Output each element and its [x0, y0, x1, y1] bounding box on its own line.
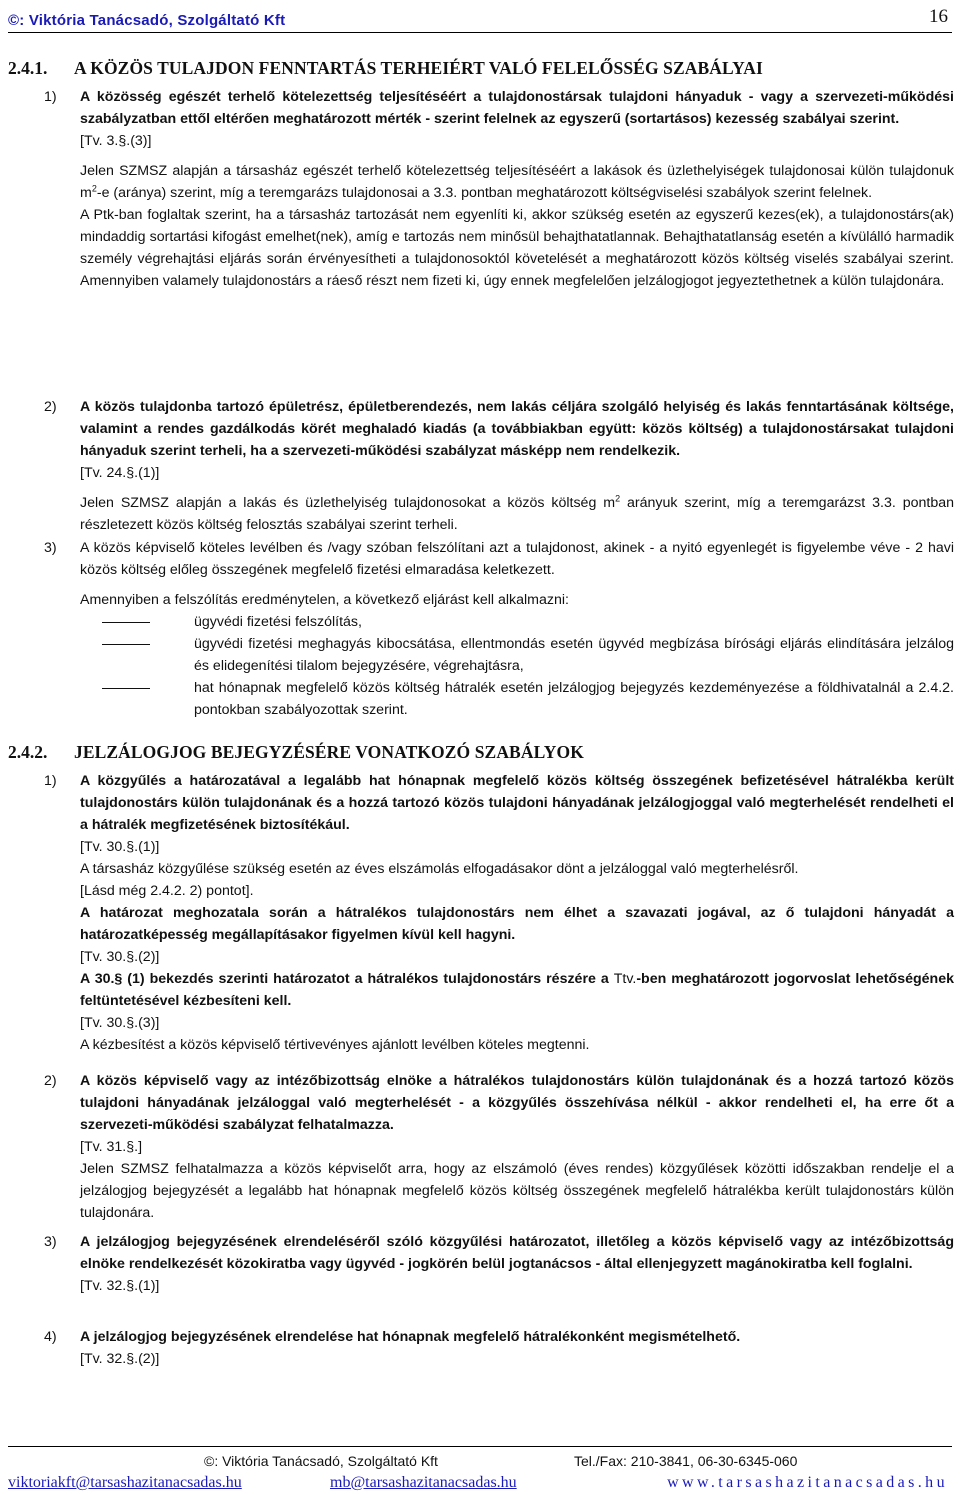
item-bold-text: A jelzálogjog bejegyzésének elrendeléséről szóló közgyűlési határozatot, illetőleg a közös képviselő vagy az intézőbizottság elnöke rendelkezését közokiratba vagy ügyvéd - jogkörén belül jogtanácsos - által ellenjegyzett magánokiratba kell foglalni.	[80, 1234, 954, 1272]
section2-item-2	[44, 1070, 954, 1224]
page-number: 16	[929, 6, 948, 27]
section1-item-2	[44, 396, 954, 536]
footer-website-link[interactable]: www.tarsashazitanacsadas.hu	[667, 1474, 948, 1491]
header-company: ©: Viktória Tanácsadó, Szolgáltató Kft	[8, 12, 286, 29]
law-reference: [Tv. 32.§.(2)]	[80, 1351, 160, 1367]
item-paragraph: Jelen SZMSZ alapján a társasház egészét terhelő kötelezettség teljesítéséért a lakások és üzlethelyiségek tulajdonosai külön tulajdonuk $m^2-e$ (aránya) szerint, míg a teremgarázs tulajdonosai a 3.3. pontban meghatározott költségviselési szabályok szerint felelnek.	[80, 163, 954, 201]
section-title: JELZÁLOGJOG BEJEGYZÉSÉRE VONATKOZÓ SZABÁLYOK	[74, 742, 584, 762]
item-paragraph: Jelen SZMSZ felhatalmazza a közös képviselőt arra, hogy az elszámoló (éves rendes) közgyűlések közötti időszakban rendelje el a jelzálogjog bejegyzését a legalább hat hónapnak megfelelő közös költség összegének megfelelő hátralékba került tulajdonostárs külön tulajdonára.	[80, 1161, 954, 1221]
item-bold-text: A közgyűlés a határozatával a legalább hat hónapnak megfelelő közös költség összegének befizetésével hátralékba került tulajdonostárs külön tulajdonának és a hozzá tartozó közös tulajdoni hányadának jelzálogjoggal való megterhelését rendelheti el a hátralék megfizetésének biztosítékául.	[80, 773, 954, 833]
law-reference: [Tv. 30.§.(2)]	[80, 949, 160, 965]
item-paragraph: A Ptk-ban foglaltak szerint, ha a társasház tartozását nem egyenlíti ki, akkor szükség esetén az egyszerű kezes(ek), a tulajdonostárs(ak) mindaddig sortartási kifogást emelhet(nek), amíg e tartozás nem minősül behajthatatlannak. Behajthatatlanság esetén a kívülálló harmadik személy végrehajtási eljárás során érvényesítheti a tulajdonosoktól követelését a meghatározott közös költség viselés szabályai szerint. Amennyiben valamely tulajdonostárs a ráeső részt nem fizeti ki, úgy ennek megfelelően jelzálogjogot jegyeztethetnek a külön tulajdonára.	[80, 207, 954, 289]
item-number: 2)	[44, 399, 57, 415]
section-heading-2-4-2	[8, 742, 584, 763]
dash-marker	[102, 622, 150, 623]
section-heading-2-4-1	[8, 58, 763, 79]
section2-item-4	[44, 1326, 954, 1370]
bullet-item: hat hónapnak megfelelő közös költség hátralék esetén jelzálogjog bejegyzés kezdeményezése a földhivatalnál a 2.4.2. pontokban szabályozottak szerint.	[80, 677, 954, 721]
item-paragraph: A kézbesítést a közös képviselő tértivevényes ajánlott levélben köteles megtenni.	[80, 1037, 590, 1053]
law-reference: [Tv. 24.§.(1)]	[80, 465, 160, 481]
item-bold-text: A határozat meghozatala során a hátralékos tulajdonostárs nem élhet a szavazati jogával, az ő tulajdoni hányadát a határozatképesség megállapításakor figyelmen kívül kell hagyni.	[80, 905, 954, 943]
item-paragraph: [Lásd még 2.4.2. 2) pontot].	[80, 883, 254, 899]
footer-phone: Tel./Fax: 210-3841, 06-30-6345-060	[574, 1453, 798, 1469]
item-number: 2)	[44, 1073, 57, 1089]
bullet-item: ügyvédi fizetési meghagyás kibocsátása, ellentmondás esetén ügyvéd megbízása bírósági eljárás elindítására jelzálog és elidegenítési tilalom bejegyzésére, végrehajtásra,	[80, 633, 954, 677]
section2-item-1	[44, 770, 954, 1056]
item-number: 1)	[44, 89, 57, 105]
footer-company: ©: Viktória Tanácsadó, Szolgáltató Kft	[204, 1453, 438, 1469]
item-bold-text: A közösség egészét terhelő kötelezettség teljesítéséért a tulajdonostársak tulajdoni hányaduk - vagy a szervezeti-működési szabályzatban ettől eltérően meghatározott mérték - szerint felelnek az egyszerű (sortartásos) kezesség szabályai szerint.	[80, 89, 954, 127]
item-paragraph: A közös képviselő köteles levélben és /vagy szóban felszólítani azt a tulajdonost, akinek - a nyitó egyenlegét is figyelembe véve - 2 havi közös költség előleg összegének megfelelő fizetési elmaradása keletkezett.	[80, 540, 954, 578]
item-number: 3)	[44, 540, 57, 556]
item-paragraph: A társasház közgyűlése szükség esetén az éves elszámolás elfogadásakor dönt a jelzáloggal való megterhelésről.	[80, 861, 799, 877]
dash-marker	[102, 688, 150, 689]
item-bold-text: A közös képviselő vagy az intézőbizottság elnöke a hátralékos tulajdonostárs külön tulajdonának és a hozzá tartozó közös tulajdoni hányadának jelzáloggal való megterhelését - a közgyűlés összehívása nélkül - akkor rendelheti el, ha erre őt a szervezeti-működési szabályzat felhatalmazza.	[80, 1073, 954, 1133]
law-reference: [Tv. 30.§.(3)]	[80, 1015, 160, 1031]
page-header	[8, 6, 952, 33]
footer-email-link[interactable]: viktoriakft@tarsashazitanacsadas.hu	[8, 1474, 242, 1491]
item-number: 4)	[44, 1329, 57, 1345]
section-title: A KÖZÖS TULAJDON FENNTARTÁS TERHEIÉRT VALÓ FELELŐSSÉG SZABÁLYAI	[74, 58, 763, 78]
dash-marker	[102, 644, 150, 645]
page-footer	[8, 1446, 952, 1493]
law-reference: [Tv. 3.§.(3)]	[80, 133, 152, 149]
item-paragraph: Jelen SZMSZ alapján a lakás és üzlethelyiség tulajdonosokat a közös költség $m^2$ arányuk szerint, míg a teremgarázst 3.3. pontban részletezett közös költség felosztás szabályai szerint terheli.	[80, 493, 954, 533]
section-number: 2.4.2.	[8, 742, 48, 762]
item-paragraph: Amennyiben a felszólítás eredménytelen, a következő eljárást kell alkalmazni:	[80, 592, 569, 608]
section-number: 2.4.1.	[8, 58, 48, 78]
item-number: 3)	[44, 1234, 57, 1250]
section1-item-3	[44, 537, 954, 721]
bullet-item: ügyvédi fizetési felszólítás,	[80, 611, 954, 633]
law-reference: [Tv. 32.§.(1)]	[80, 1278, 160, 1294]
law-reference: [Tv. 31.§.]	[80, 1139, 143, 1155]
law-reference: [Tv. 30.§.(1)]	[80, 839, 160, 855]
section1-item-1	[44, 86, 954, 292]
item-bold-text: A 30.§ (1) bekezdés szerinti határozatot a hátralékos tulajdonostárs részére a Ttv.-ben meghatározott jogorvoslat lehetőségének feltüntetésével kézbesíteni kell.	[80, 971, 954, 1009]
item-bold-text: A jelzálogjog bejegyzésének elrendelése hat hónapnak megfelelő hátralékonként megismételhető.	[80, 1329, 741, 1345]
footer-email-link-2[interactable]: mb@tarsashazitanacsadas.hu	[330, 1474, 517, 1491]
item-bold-text: A közös tulajdonba tartozó épületrész, épületberendezés, nem lakás céljára szolgáló helyiség és lakás fenntartásának költsége, valamint a rendes gazdálkodás körét meghaladó kiadás (a továbbiakban együtt: közös költség) a tulajdonostársakat tulajdoni hányaduk szerint terheli, ha a szervezeti-működési szabályzat másképp nem rendelkezik.	[80, 399, 954, 459]
section2-item-3	[44, 1231, 954, 1297]
item-number: 1)	[44, 773, 57, 789]
